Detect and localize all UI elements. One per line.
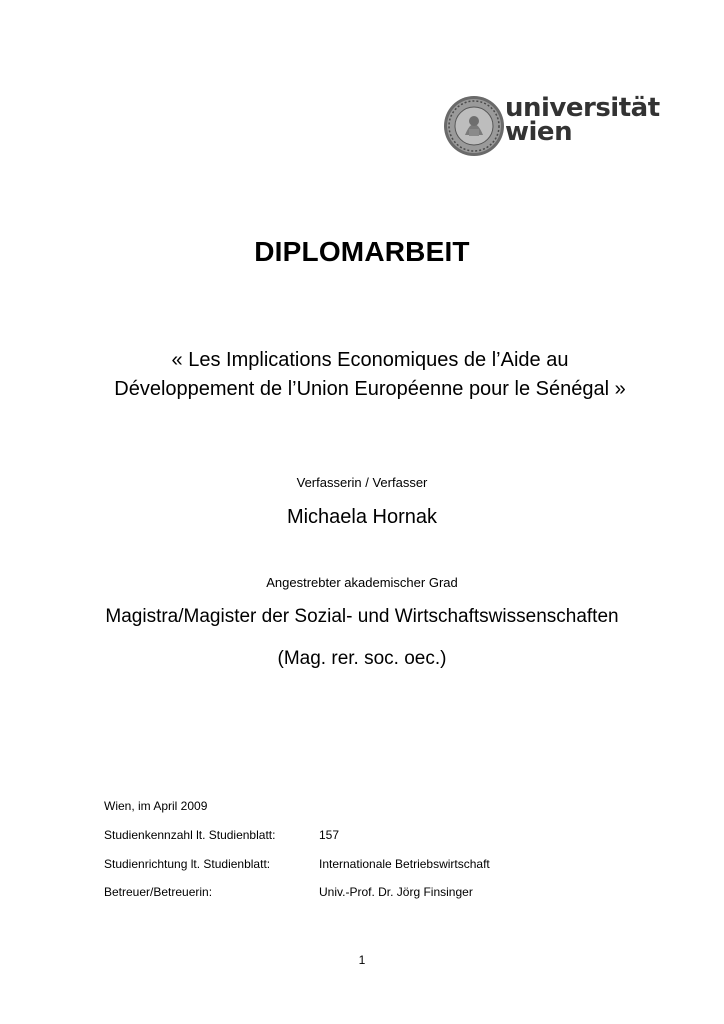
detail-label: Studienkennzahl lt. Studienblatt: [104,828,276,842]
detail-value: Internationale Betriebswirtschaft [319,857,490,871]
detail-label: Studienrichtung lt. Studienblatt: [104,857,271,871]
degree-name: Magistra/Magister der Sozial- und Wirtschaftswissenschaften [105,606,619,627]
author-label: Verfasserin / Verfasser [296,475,428,490]
wordmark-line-2: wien [505,117,573,147]
degree-label: Angestrebter akademischer Grad [266,575,458,590]
wordmark-line-1: universität [505,93,660,123]
detail-value: 157 [319,828,340,842]
detail-label: Betreuer/Betreuerin: [104,885,213,899]
university-wordmark [505,93,660,147]
thesis-title: « Les Implications Economiques de l’Aide au Développement de l’Union Européenne pour le Sénégal » [114,349,626,400]
document-type-heading: DIPLOMARBEIT [254,236,470,267]
detail-value: Univ.-Prof. Dr. Jörg Finsinger [319,885,473,899]
place-date: Wien, im April 2009 [104,799,208,813]
degree-abbreviation: (Mag. rer. soc. oec.) [277,648,447,669]
page-number: 1 [358,953,366,967]
author-name: Michaela Hornak [286,506,438,528]
university-seal-icon [443,95,505,157]
university-logo [443,93,660,159]
